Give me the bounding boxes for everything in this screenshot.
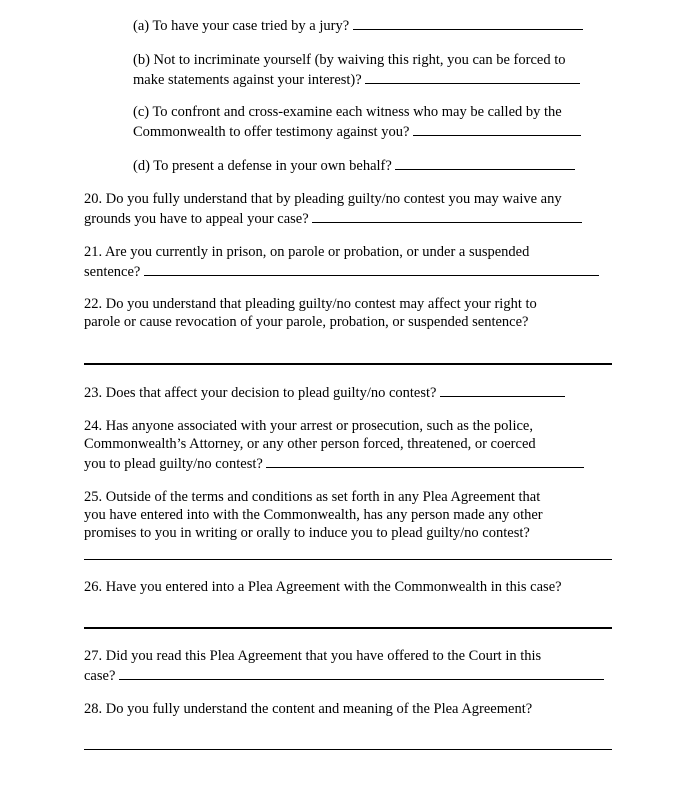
answer-19a-line[interactable] [353, 15, 583, 30]
question-26 [84, 578, 614, 596]
question-19b [133, 51, 613, 89]
question-25-text-line3: promises to you in writing or orally to induce you to plead guilty/no contest? [84, 525, 530, 541]
question-19c-text-line2: Commonwealth to offer testimony against you? [133, 124, 410, 140]
question-24-text-line2: Commonwealth’s Attorney, or any other person forced, threatened, or coerced [84, 436, 536, 452]
answer-21-line[interactable] [144, 261, 599, 276]
question-22-text-line2: parole or cause revocation of your parole, probation, or suspended sentence? [84, 314, 529, 330]
question-22-text-line1: 22. Do you understand that pleading guilty/no contest may affect your right to [84, 296, 537, 312]
answer-23-line[interactable] [440, 382, 565, 397]
answer-27-line[interactable] [119, 665, 604, 680]
question-24 [84, 417, 614, 473]
question-21-text-line1: 21. Are you currently in prison, on parole or probation, or under a suspended [84, 244, 530, 260]
question-21 [84, 243, 614, 281]
answer-19b-line[interactable] [365, 69, 580, 84]
question-19c [133, 103, 613, 141]
question-19d [133, 155, 613, 175]
answer-26-line[interactable] [84, 627, 612, 629]
question-24-text-line3: you to plead guilty/no contest? [84, 456, 263, 472]
question-20 [84, 190, 614, 228]
question-19a-text: (a) To have your case tried by a jury? [133, 18, 350, 34]
answer-25-line[interactable] [84, 559, 612, 560]
question-19b-text-line2: make statements against your interest)? [133, 72, 362, 88]
question-25-text-line2: you have entered into with the Commonwealth, has any person made any other [84, 507, 543, 523]
answer-28-line[interactable] [84, 749, 612, 750]
question-26-text: 26. Have you entered into a Plea Agreement with the Commonwealth in this case? [84, 579, 562, 595]
question-28-text: 28. Do you fully understand the content and meaning of the Plea Agreement? [84, 701, 533, 717]
answer-20-line[interactable] [312, 208, 582, 223]
question-25-text-line1: 25. Outside of the terms and conditions as set forth in any Plea Agreement that [84, 489, 541, 505]
question-24-text-line1: 24. Has anyone associated with your arrest or prosecution, such as the police, [84, 418, 533, 434]
question-19d-text: (d) To present a defense in your own behalf? [133, 158, 392, 174]
question-27-text-line2: case? [84, 668, 116, 684]
question-21-text-line2: sentence? [84, 264, 141, 280]
answer-19d-line[interactable] [395, 155, 575, 170]
question-22 [84, 295, 614, 331]
answer-24-line[interactable] [266, 453, 584, 468]
question-23 [84, 382, 614, 402]
question-19c-text-line1: (c) To confront and cross-examine each witness who may be called by the [133, 104, 562, 120]
answer-22-line[interactable] [84, 363, 612, 365]
question-19a [133, 15, 613, 35]
question-25 [84, 488, 614, 542]
question-27-text-line1: 27. Did you read this Plea Agreement that you have offered to the Court in this [84, 648, 542, 664]
question-23-text: 23. Does that affect your decision to plead guilty/no contest? [84, 385, 437, 401]
question-20-text-line1: 20. Do you fully understand that by pleading guilty/no contest you may waive any [84, 191, 562, 207]
question-28 [84, 700, 614, 718]
answer-19c-line[interactable] [413, 121, 581, 136]
question-19b-text-line1: (b) Not to incriminate yourself (by waiving this right, you can be forced to [133, 52, 566, 68]
question-27 [84, 647, 614, 685]
question-20-text-line2: grounds you have to appeal your case? [84, 211, 309, 227]
